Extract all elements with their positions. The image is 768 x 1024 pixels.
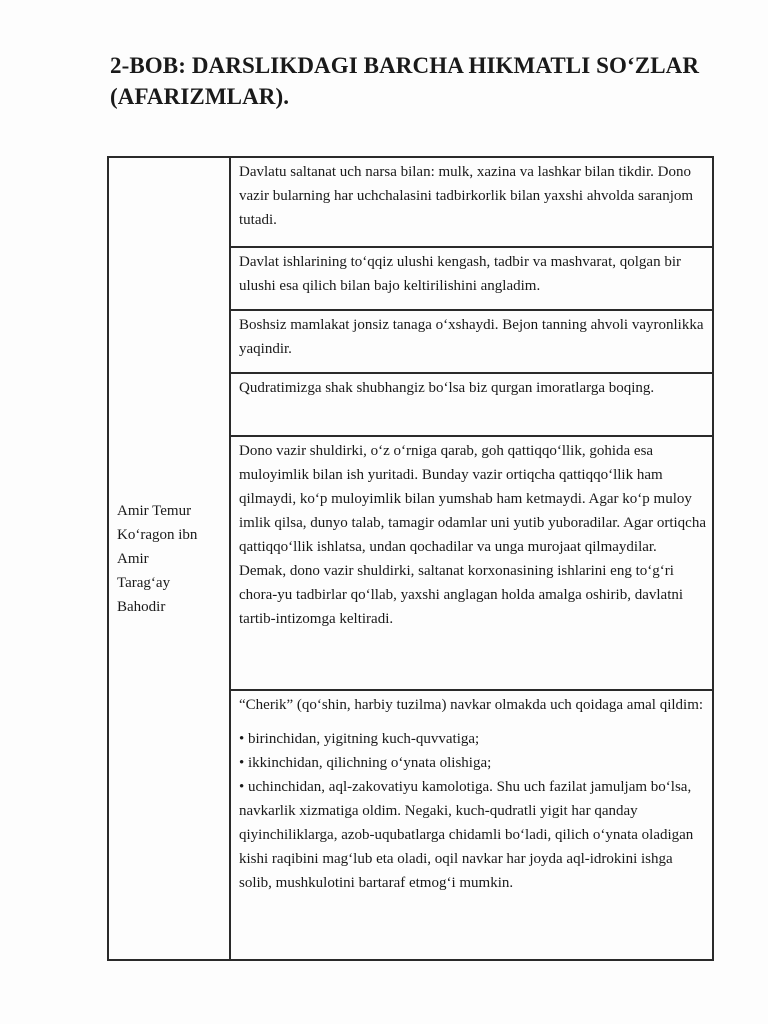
chapter-heading-line-1: 2-BOB: DARSLIKDAGI BARCHA HIKMATLI SO‘ZLAR [110,53,700,78]
author-cell [108,157,230,960]
quote-cell: Boshsiz mamlakat jonsiz tanaga o‘xshaydi. Bejon tanning ahvoli vayronlikka yaqindir. [230,310,713,373]
aphorisms-table [107,156,714,961]
chapter-heading-line-2: (AFARIZMLAR). [110,84,290,109]
quote-cell-cherik [230,690,713,960]
author-line: Ko‘ragon ibn [117,526,198,543]
quote-intro: “Cherik” (qo‘shin, harbiy tuzilma) navkar olmakda uch qoidaga amal qildim: [239,697,704,713]
table-row [108,157,713,247]
bullet-item: • uchinchidan, aql-zakovatiyu kamolotiga. Shu uch fazilat jamuljam bo‘lsa, navkarlik xizmatiga oldim. Negaki, kuch-qudratli yigit har qanday qiyinchiliklarga, azob-uqubatlarga chidamli bo‘ladi, qilich o‘ynata oladigan kishi raqibini mag‘lub eta oladi, oqil navkar har joyda aql-idrokini ishga solib, mushkulotini bartaraf etmog‘i mumkin. [239,779,694,891]
paragraph-gap [239,717,706,727]
author-line: Bahodir [117,598,166,615]
author-line: Amir Temur [117,502,192,519]
bullet-item: • birinchidan, yigitning kuch-quvvatiga; [239,731,480,747]
author-line: Amir [117,550,149,567]
quote-cell: Davlat ishlarining to‘qqiz ulushi kengash, tadbir va mashvarat, qolgan bir ulushi esa qilich bilan bajo keltirilishini angladim. [230,247,713,310]
quote-cell: Dono vazir shuldirki, o‘z o‘rniga qarab, goh qattiqqo‘llik, gohida esa muloyimlik bilan ish yuritadi. Bunday vazir ortiqcha qattiqqo‘llik ham qilmaydi, ko‘p muloyimlik bilan yumshab ham ketmaydi. Agar ko‘p muloy imlik qilsa, dunyo talab, tamagir odamlar uni yutib yuboradilar. Agar ortiqcha qattiqqo‘llik ishlatsa, undan qochadilar va unga murojaat qilmaydilar. Demak, dono vazir shuldirki, saltanat korxonasining ishlarini eng to‘g‘ri chora-yu tadbirlar qo‘llab, yaxshi anglagan holda amalga oshirib, davlatni tartib-intizomga keltiradi. [230,436,713,690]
bullet-item: • ikkinchidan, qilichning o‘ynata olishiga; [239,755,492,771]
author-line: Tarag‘ay [117,574,171,591]
quote-cell: Davlatu saltanat uch narsa bilan: mulk, xazina va lashkar bilan tikdir. Dono vazir bularning har uchchalasini tadbirkorlik bilan yaxshi ahvolda saranjom tutadi. [230,157,713,247]
chapter-heading [110,50,730,112]
quote-cell: Qudratimizga shak shubhangiz bo‘lsa biz qurgan imoratlarga boqing. [230,373,713,436]
